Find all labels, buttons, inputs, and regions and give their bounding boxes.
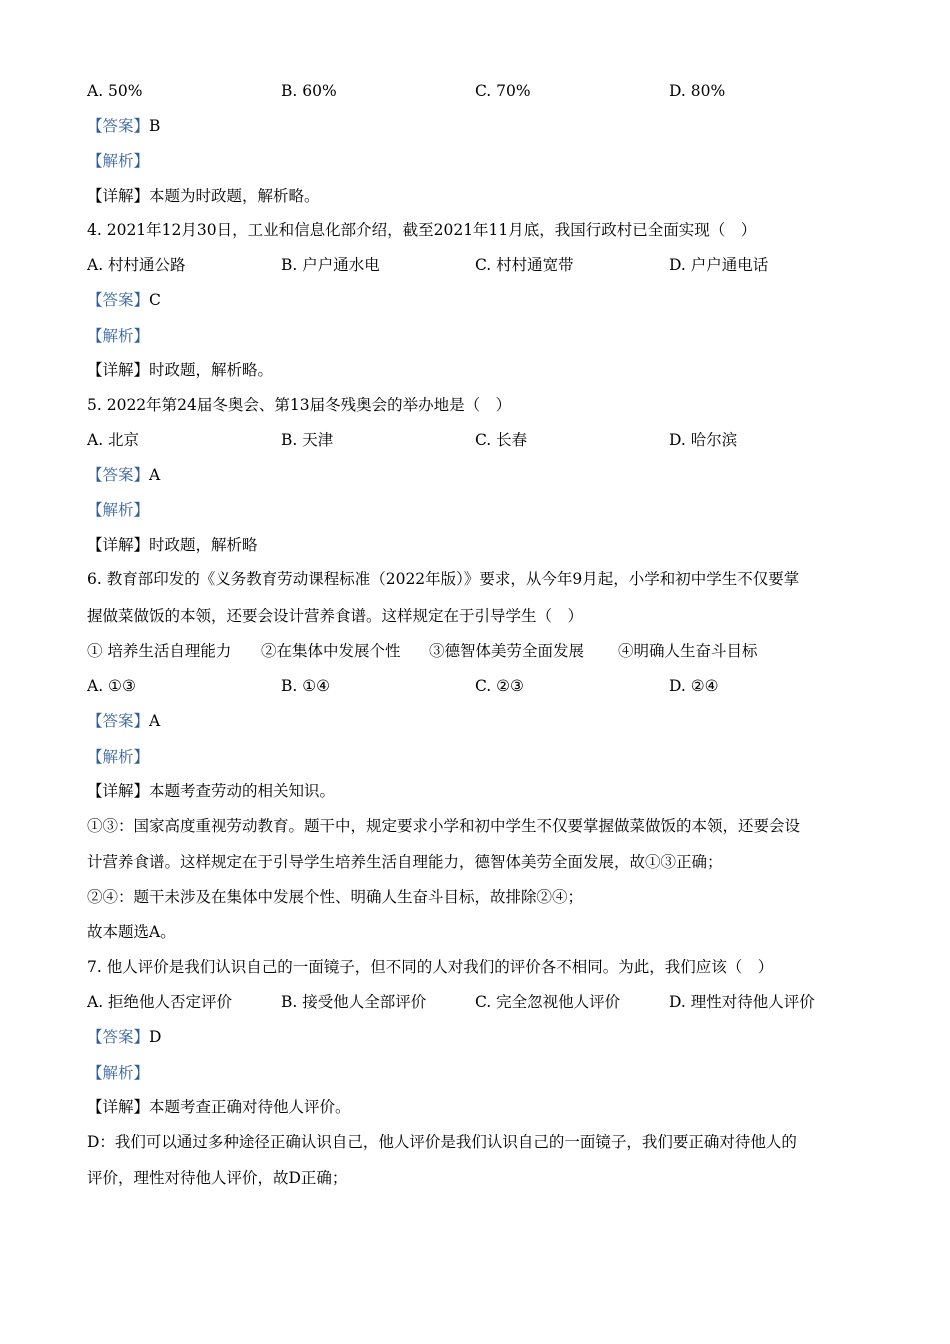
q6-explanation-1-line1: ①③：国家高度重视劳动教育。题干中，规定要求小学和初中学生不仅要掌握做菜做饭的本领，还要会设 xyxy=(87,817,801,835)
q6-answer-line xyxy=(87,711,160,731)
q6-statement-4: ④明确人生奋斗目标 xyxy=(618,642,758,660)
q5-detail: 时政题，解析略 xyxy=(149,536,258,554)
q3-option-a: A. 50% xyxy=(87,82,143,100)
answer-label: 【答案】 xyxy=(87,466,150,484)
q7-detail-line xyxy=(87,1097,351,1117)
q4-option-c: C. 村村通宽带 xyxy=(475,256,574,274)
q4-stem: 4. 2021年12月30日，工业和信息化部介绍，截至2021年11月底，我国行政村已全面实现（ ） xyxy=(87,221,757,239)
q6-detail: 本题考查劳动的相关知识。 xyxy=(149,782,336,800)
q7-option-c: C. 完全忽视他人评价 xyxy=(475,993,621,1011)
answer-label: 【答案】 xyxy=(87,291,150,309)
answer-label: 【答案】 xyxy=(87,712,150,730)
q6-option-a: A. ①③ xyxy=(87,677,136,695)
q4-detail-line xyxy=(87,360,273,380)
q4-option-b: B. 户户通水电 xyxy=(281,256,380,274)
q7-detail: 本题考查正确对待他人评价。 xyxy=(149,1098,351,1116)
q4-answer: C xyxy=(149,291,161,309)
q7-option-a: A. 拒绝他人否定评价 xyxy=(87,993,233,1011)
q5-option-d: D. 哈尔滨 xyxy=(669,431,738,449)
q7-explanation-line1: D：我们可以通过多种途径正确认识自己，他人评价是我们认识自己的一面镜子，我们要正确对待他人的 xyxy=(87,1133,797,1151)
q3-analysis-label: 【解析】 xyxy=(87,152,150,170)
q3-option-c: C. 70% xyxy=(475,82,531,100)
q6-statement-1: ① 培养生活自理能力 xyxy=(87,642,232,660)
q3-answer-line xyxy=(87,116,160,136)
q7-answer: D xyxy=(149,1028,162,1046)
detail-label: 【详解】 xyxy=(87,361,150,379)
q3-detail-line xyxy=(87,186,320,206)
answer-label: 【答案】 xyxy=(87,1028,150,1046)
q3-answer: B xyxy=(149,117,161,135)
q4-option-a: A. 村村通公路 xyxy=(87,256,186,274)
q6-option-b: B. ①④ xyxy=(281,677,331,695)
q6-option-c: C. ②③ xyxy=(475,677,524,695)
q7-answer-line xyxy=(87,1027,161,1047)
q4-analysis-label: 【解析】 xyxy=(87,327,150,345)
q5-option-b: B. 天津 xyxy=(281,431,334,449)
detail-label: 【详解】 xyxy=(87,536,150,554)
q5-analysis-label: 【解析】 xyxy=(87,501,150,519)
q6-stem-line2: 握做菜做饭的本领，还要会设计营养食谱。这样规定在于引导学生（ ） xyxy=(87,607,584,625)
q7-option-d: D. 理性对待他人评价 xyxy=(669,993,815,1011)
q3-detail: 本题为时政题，解析略。 xyxy=(149,187,320,205)
q6-statement-2: ②在集体中发展个性 xyxy=(261,642,401,660)
q6-explanation-1-line2: 计营养食谱。这样规定在于引导学生培养生活自理能力，德智体美劳全面发展，故①③正确； xyxy=(87,853,723,871)
q7-analysis-label: 【解析】 xyxy=(87,1064,150,1082)
q7-stem: 7. 他人评价是我们认识自己的一面镜子，但不同的人对我们的评价各不相同。为此，我们应该（ ） xyxy=(87,958,774,976)
q5-option-c: C. 长春 xyxy=(475,431,528,449)
answer-label: 【答案】 xyxy=(87,117,150,135)
q3-option-b: B. 60% xyxy=(281,82,337,100)
q6-detail-line xyxy=(87,781,335,801)
q6-explanation-2: ②④：题干未涉及在集体中发展个性、明确人生奋斗目标，故排除②④； xyxy=(87,888,584,906)
detail-label: 【详解】 xyxy=(87,1098,150,1116)
q6-conclusion: 故本题选A。 xyxy=(87,923,176,941)
q3-option-d: D. 80% xyxy=(669,82,726,100)
q4-option-d: D. 户户通电话 xyxy=(669,256,769,274)
q5-answer-line xyxy=(87,465,160,485)
detail-label: 【详解】 xyxy=(87,782,150,800)
q5-stem: 5. 2022年第24届冬奥会、第13届冬残奥会的举办地是（ ） xyxy=(87,396,512,414)
q4-detail: 时政题，解析略。 xyxy=(149,361,274,379)
q5-option-a: A. 北京 xyxy=(87,431,140,449)
q6-answer: A xyxy=(149,712,161,730)
q6-statement-3: ③德智体美劳全面发展 xyxy=(429,642,585,660)
q6-option-d: D. ②④ xyxy=(669,677,719,695)
q6-stem-line1: 6. 教育部印发的《义务教育劳动课程标准（2022年版）》要求，从今年9月起，小学和初中学生不仅要掌 xyxy=(87,570,800,588)
q7-explanation-line2: 评价，理性对待他人评价，故D正确； xyxy=(87,1169,348,1187)
q7-option-b: B. 接受他人全部评价 xyxy=(281,993,427,1011)
q6-analysis-label: 【解析】 xyxy=(87,748,150,766)
q5-detail-line xyxy=(87,535,258,555)
q4-answer-line xyxy=(87,290,161,310)
q5-answer: A xyxy=(149,466,161,484)
detail-label: 【详解】 xyxy=(87,187,150,205)
